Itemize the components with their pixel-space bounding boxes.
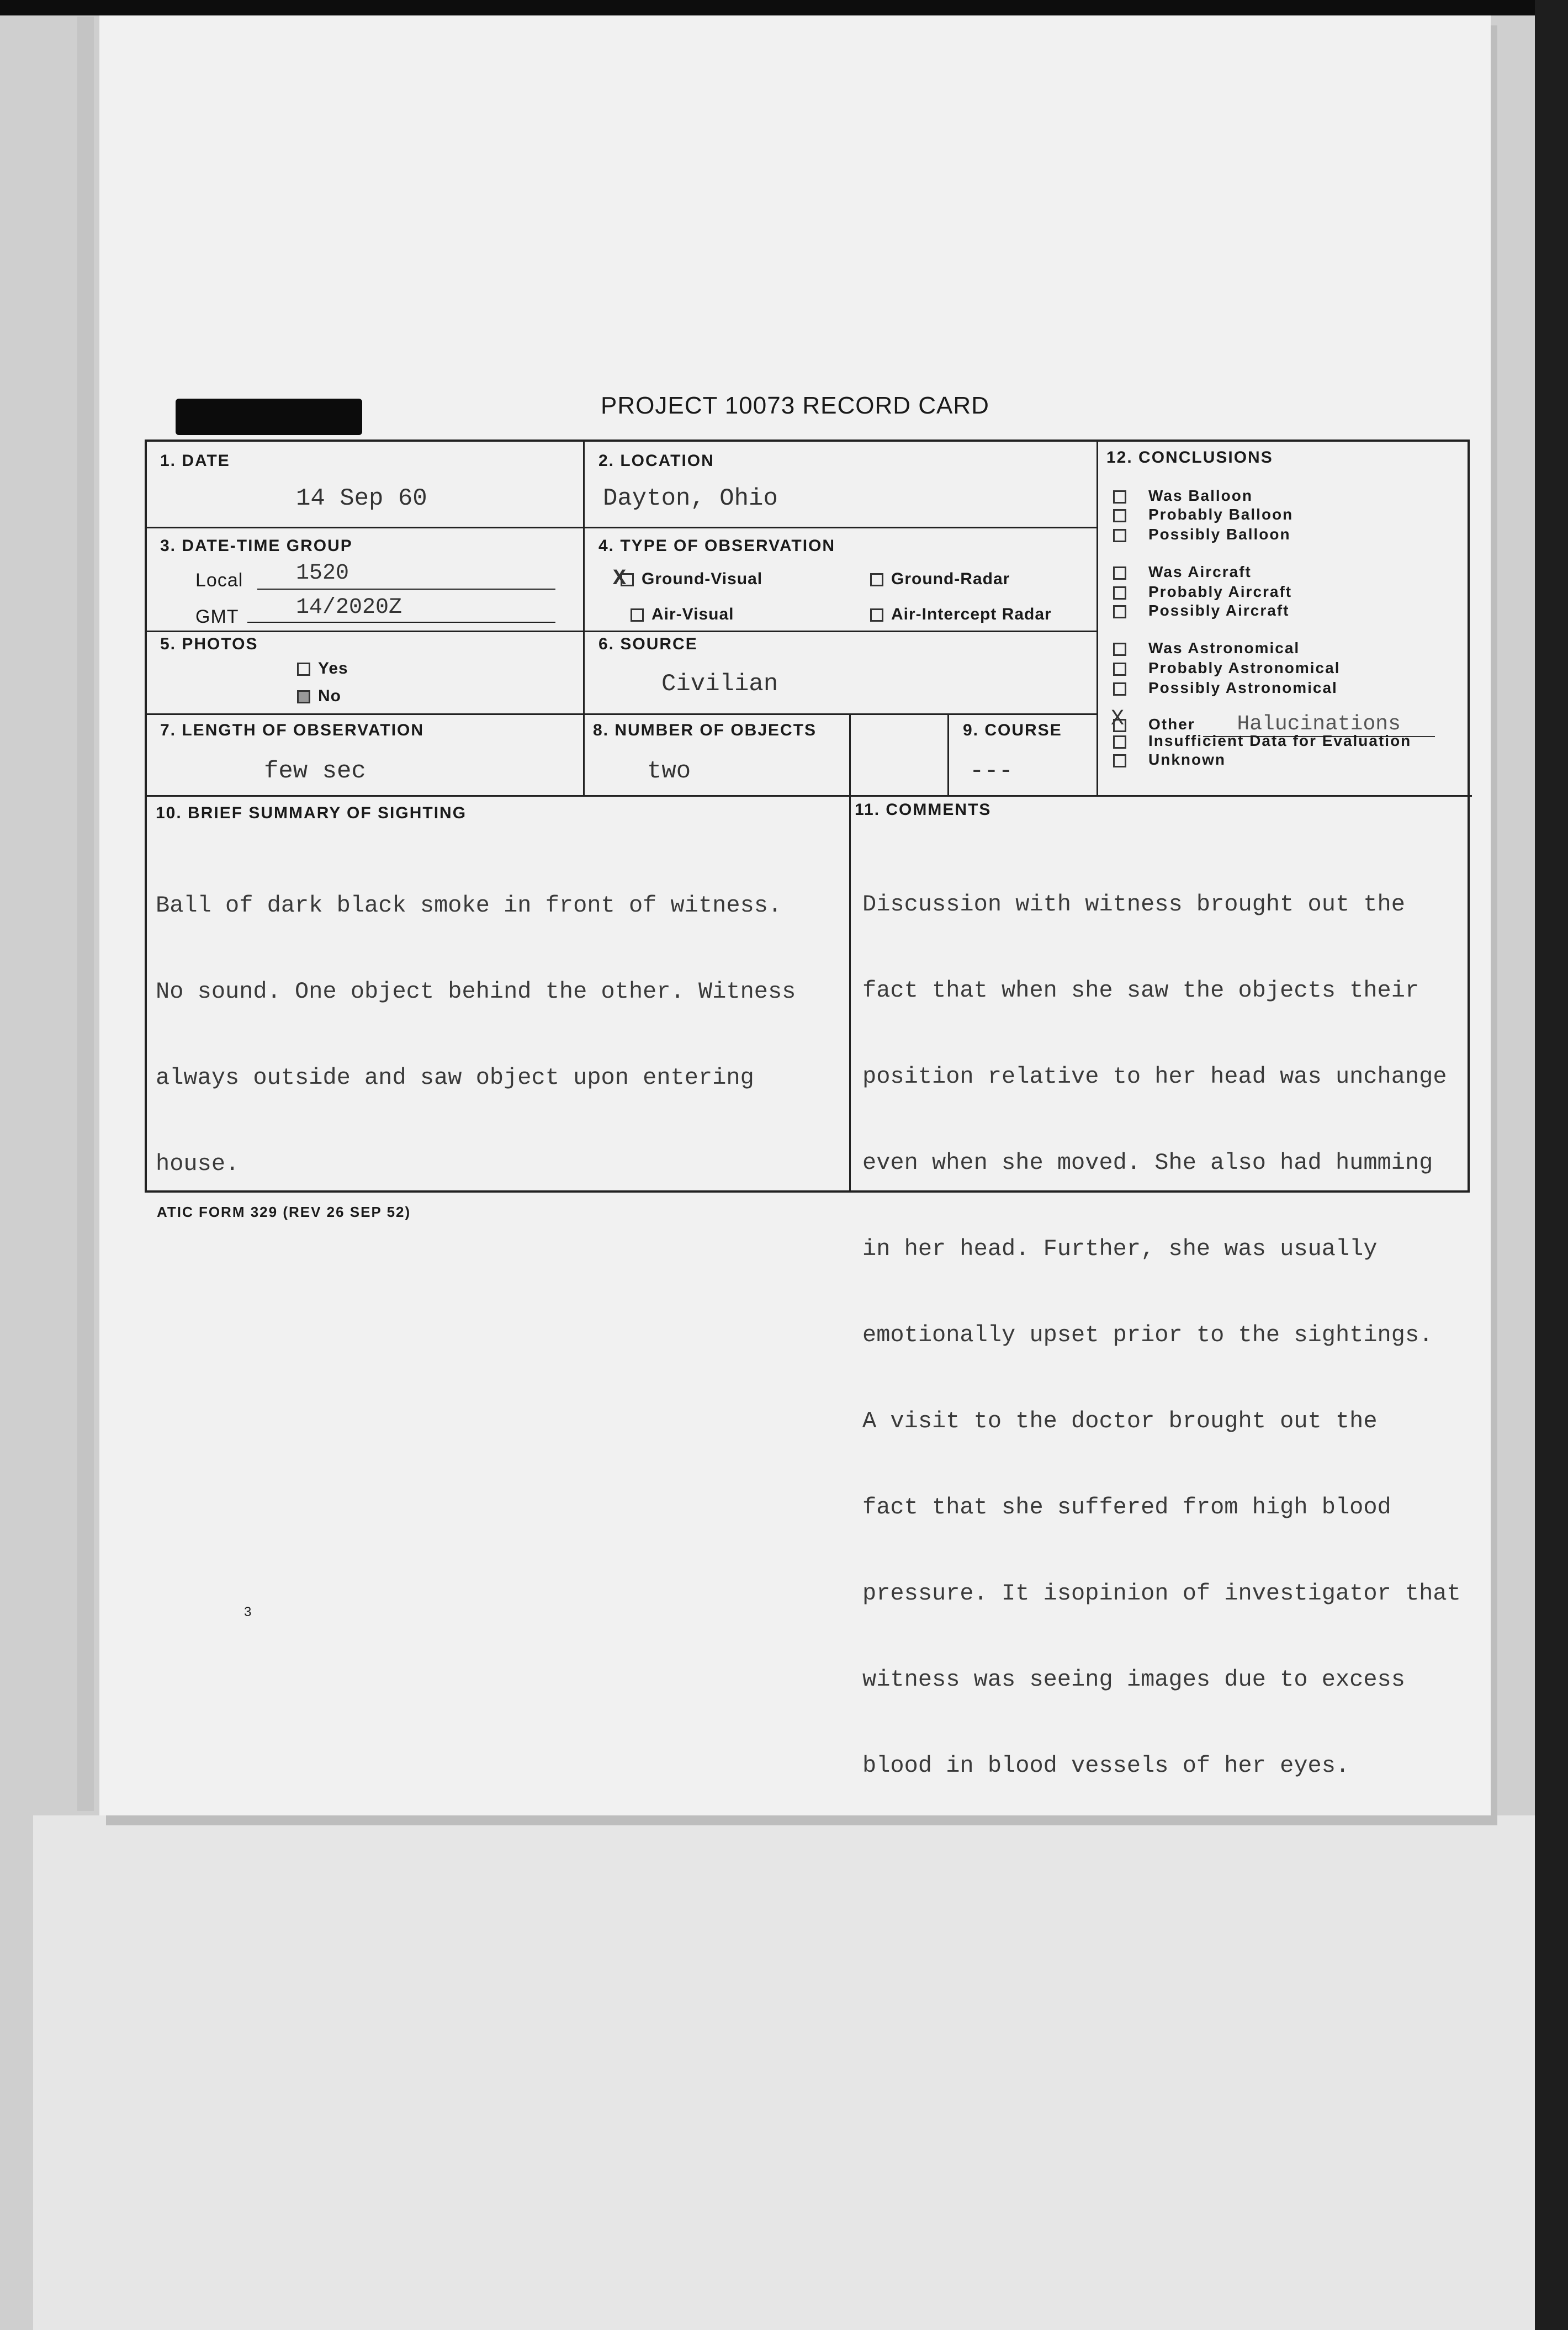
comments-line: in her head. Further, she was usually — [862, 1236, 1378, 1262]
photos-no-checkbox[interactable] — [297, 690, 310, 703]
conclusion-checkbox[interactable] — [1113, 529, 1126, 542]
summary-text — [156, 834, 796, 1236]
conclusion-checkbox[interactable] — [1113, 490, 1126, 504]
comments-line: Discussion with witness brought out the — [862, 891, 1405, 918]
col-divider — [583, 442, 585, 795]
comments-line: fact that she suffered from high blood — [862, 1494, 1391, 1521]
local-underline — [257, 589, 555, 590]
conclusion-option — [1113, 487, 1253, 505]
summary-line: Ball of dark black smoke in front of witness. — [156, 892, 782, 919]
course-value: --- — [970, 758, 1014, 785]
scan-right-edge — [1535, 0, 1568, 2330]
row-divider — [147, 631, 583, 632]
conclusion-label: Probably Aircraft — [1148, 583, 1292, 600]
ground-radar-checkbox[interactable] — [870, 573, 883, 586]
air-visual-label: Air-Visual — [651, 605, 734, 623]
form-identifier: ATIC FORM 329 (REV 26 SEP 52) — [157, 1204, 411, 1220]
source-label: 6. SOURCE — [598, 635, 698, 653]
comments-line: emotionally upset prior to the sightings. — [862, 1322, 1433, 1348]
type-observation-label: 4. TYPE OF OBSERVATION — [598, 537, 836, 555]
length-value: few sec — [264, 758, 366, 785]
conclusions-label: 12. CONCLUSIONS — [1106, 448, 1273, 467]
comments-line: fact that when she saw the objects their — [862, 977, 1419, 1004]
local-label: Local — [195, 570, 243, 591]
num-objects-label: 8. NUMBER OF OBJECTS — [593, 721, 817, 739]
local-value: 1520 — [296, 561, 349, 586]
other-check-mark: X — [1111, 707, 1126, 732]
conclusion-label: Was Balloon — [1148, 487, 1253, 504]
date-label: 1. DATE — [160, 452, 230, 470]
air-intercept-checkbox[interactable] — [870, 608, 883, 622]
scan-top-border — [0, 0, 1568, 15]
conclusion-option — [1113, 679, 1338, 697]
comments-line: witness was seeing images due to excess — [862, 1666, 1405, 1693]
air-visual-option — [631, 605, 734, 624]
comments-label: 11. COMMENTS — [855, 801, 992, 819]
comments-line: blood in blood vessels of her eyes. — [862, 1752, 1350, 1779]
gmt-label: GMT — [195, 606, 239, 627]
summary-line: No sound. One object behind the other. Witness — [156, 978, 796, 1005]
row-divider — [583, 631, 1096, 632]
redaction-block — [176, 399, 362, 435]
ground-visual-label: Ground-Visual — [642, 570, 763, 588]
comments-line: A visit to the doctor brought out the — [862, 1408, 1378, 1434]
conclusion-option — [1113, 732, 1411, 750]
photos-label: 5. PHOTOS — [160, 635, 258, 653]
gmt-underline — [247, 622, 555, 623]
conclusion-label: Probably Balloon — [1148, 506, 1294, 523]
conclusion-option — [1113, 639, 1300, 657]
ground-radar-label: Ground-Radar — [891, 570, 1010, 588]
air-visual-checkbox[interactable] — [631, 608, 644, 622]
num-objects-value: two — [647, 758, 691, 785]
summary-line: house. — [156, 1151, 240, 1177]
date-value: 14 Sep 60 — [296, 485, 427, 512]
row-divider — [147, 795, 1472, 797]
conclusion-checkbox[interactable] — [1113, 735, 1126, 749]
conclusion-label: Was Aircraft — [1148, 563, 1252, 580]
comments-line: pressure. It isopinion of investigator that — [862, 1580, 1461, 1607]
air-intercept-label: Air-Intercept Radar — [891, 605, 1052, 623]
conclusion-label: Insufficient Data for Evaluation — [1148, 732, 1412, 749]
air-intercept-option — [870, 605, 1052, 624]
location-value: Dayton, Ohio — [603, 485, 778, 512]
gmt-value: 14/2020Z — [296, 595, 402, 620]
conclusion-checkbox[interactable] — [1113, 663, 1126, 676]
conclusion-label: Other — [1148, 716, 1195, 733]
comments-line: even when she moved. She also had humming — [862, 1150, 1433, 1176]
conclusion-label: Possibly Astronomical — [1148, 679, 1338, 696]
conclusion-option — [1113, 506, 1293, 523]
row-divider — [147, 713, 1096, 715]
conclusion-checkbox[interactable] — [1113, 586, 1126, 600]
conclusion-label: Possibly Balloon — [1148, 526, 1291, 543]
conclusion-option — [1113, 659, 1340, 677]
row-divider — [147, 527, 1096, 528]
location-label: 2. LOCATION — [598, 452, 714, 470]
course-label: 9. COURSE — [963, 721, 1062, 739]
conclusion-checkbox[interactable] — [1113, 682, 1126, 696]
ground-visual-option — [613, 566, 763, 591]
conclusion-checkbox[interactable] — [1113, 509, 1126, 522]
conclusion-checkbox[interactable] — [1113, 566, 1126, 580]
comments-text — [862, 833, 1461, 1837]
summary-label: 10. BRIEF SUMMARY OF SIGHTING — [156, 804, 467, 822]
page-shadow — [77, 17, 94, 1811]
conclusion-checkbox[interactable] — [1113, 643, 1126, 656]
conclusion-label: Was Astronomical — [1148, 639, 1300, 656]
other-value: Halucinations — [1203, 712, 1435, 737]
length-label: 7. LENGTH OF OBSERVATION — [160, 721, 425, 739]
conclusion-label: Probably Astronomical — [1148, 659, 1341, 676]
col-divider — [1096, 442, 1098, 795]
conclusion-checkbox[interactable] — [1113, 605, 1126, 618]
ground-radar-option — [870, 570, 1010, 589]
dtg-label: 3. DATE-TIME GROUP — [160, 537, 353, 555]
photos-no-option — [297, 687, 341, 706]
source-value: Civilian — [661, 670, 778, 698]
photos-yes-option — [297, 659, 348, 678]
photos-yes-checkbox[interactable] — [297, 663, 310, 676]
conclusion-label: Unknown — [1148, 751, 1226, 768]
conclusion-option — [1113, 751, 1226, 769]
conclusion-label: Possibly Aircraft — [1148, 602, 1290, 619]
photos-yes-label: Yes — [318, 659, 348, 677]
margin-mark: 3 — [244, 1604, 252, 1619]
card-title: PROJECT 10073 RECORD CARD — [601, 392, 989, 419]
underlying-page — [33, 1815, 1535, 2330]
ground-visual-mark: X — [613, 566, 627, 591]
conclusion-checkbox[interactable] — [1113, 754, 1126, 767]
conclusion-option — [1113, 602, 1289, 619]
conclusion-option — [1113, 583, 1292, 601]
photos-no-label: No — [318, 687, 341, 705]
col-divider — [849, 713, 851, 1193]
conclusion-option — [1113, 526, 1291, 543]
conclusion-option — [1113, 563, 1252, 581]
summary-line: always outside and saw object upon entering — [156, 1065, 754, 1091]
comments-line: position relative to her head was unchange — [862, 1063, 1447, 1090]
col-divider — [947, 713, 949, 795]
